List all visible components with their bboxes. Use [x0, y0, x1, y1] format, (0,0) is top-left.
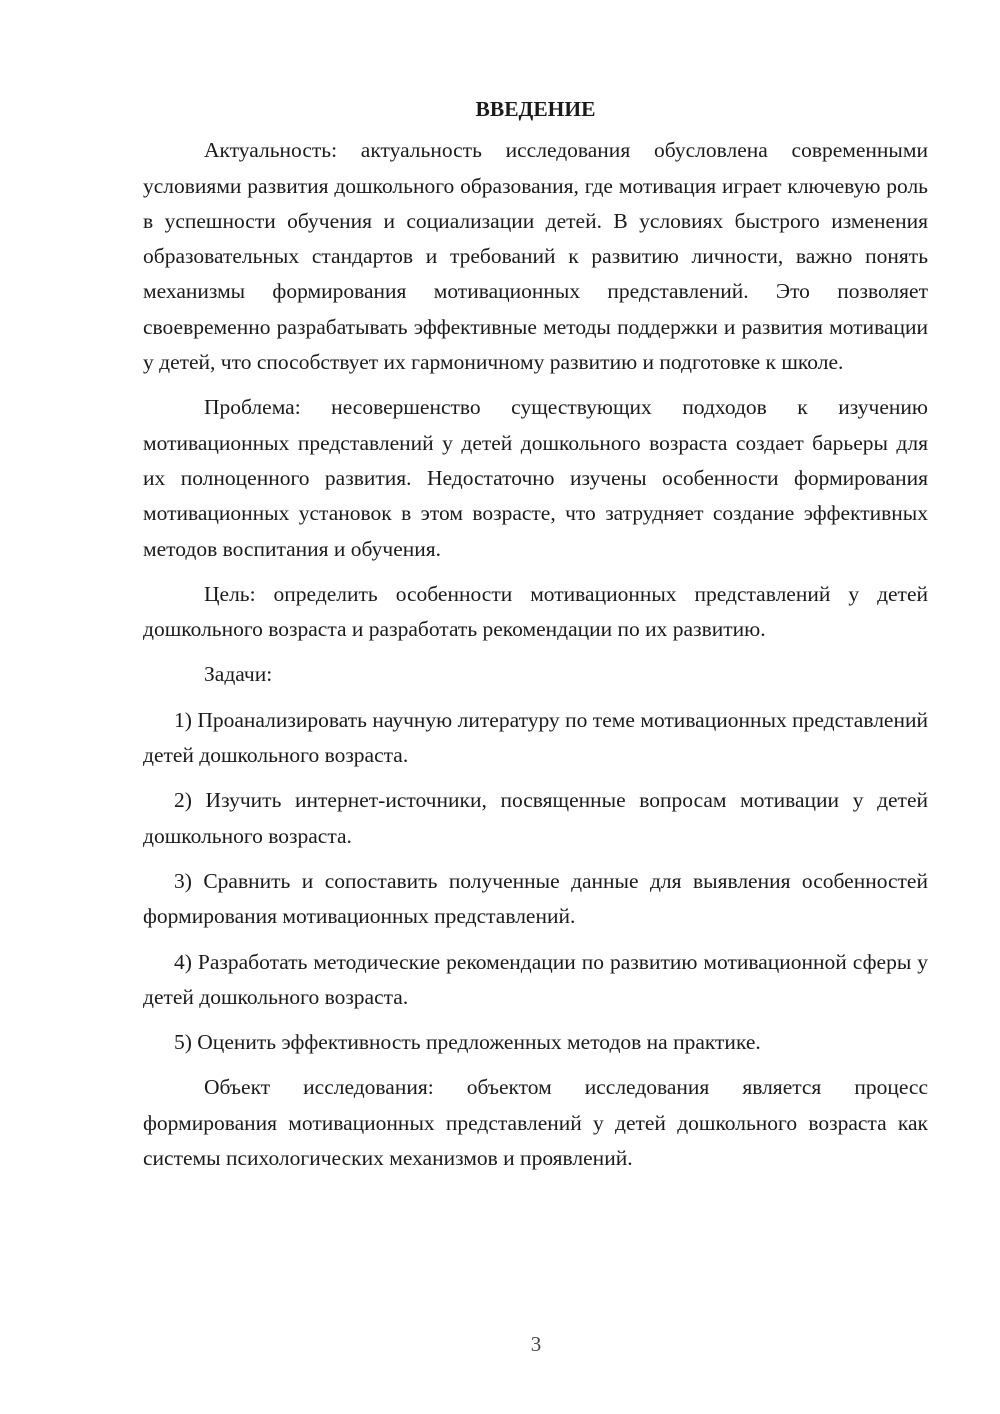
goal-paragraph: Цель: определить особенности мотивационных представлений у детей дошкольного возраста и разработать рекомендации по их развитию. [143, 581, 928, 642]
task-item-1: 1) Проанализировать научную литературу по теме мотивационных представлений детей дошкольного возраста. [143, 707, 928, 768]
page-content [143, 92, 928, 1176]
task-item-2: 2) Изучить интернет-источники, посвященные вопросам мотивации у детей дошкольного возраста. [143, 788, 928, 848]
object-paragraph: Объект исследования: объектом исследования является процесс формирования мотивационных представлений у детей дошкольного возраста как системы психологических механизмов и проявлений. [143, 1075, 928, 1171]
problem-paragraph: Проблема: несовершенство существующих подходов к изучению мотивационных представлений у детей дошкольного возраста создает барьеры для их полноценного развития. Недостаточно изучены особенности формирования мотивационных установок в этом возрасте, что затрудняет создание эффективных методов воспитания и обучения. [143, 395, 928, 561]
tasks-heading: Задачи: [204, 662, 273, 687]
task-item-3: 3) Сравнить и сопоставить полученные данные для выявления особенностей формирования мотивационных представлений. [143, 868, 928, 929]
task-item-4: 4) Разработать методические рекомендации по развитию мотивационной сферы у детей дошкольного возраста. [143, 949, 928, 1009]
relevance-paragraph: Актуальность: актуальность исследования обусловлена современными условиями развития дошкольного образования, где мотивация играет ключевую роль в успешности обучения и социализации детей. В условиях быстрого изменения образовательных стандартов и требований к развитию личности, важно понять механизмы формирования мотивационных представлений. Это позволяет своевременно разрабатывать эффективные методы поддержки и развития мотивации у детей, что способствует их гармоничному развитию и подготовке к школе. [143, 138, 928, 375]
section-title: ВВЕДЕНИЕ [475, 97, 596, 121]
page-number: 3 [530, 1332, 542, 1356]
task-item-5: 5) Оценить эффективность предложенных методов на практике. [174, 1030, 761, 1055]
